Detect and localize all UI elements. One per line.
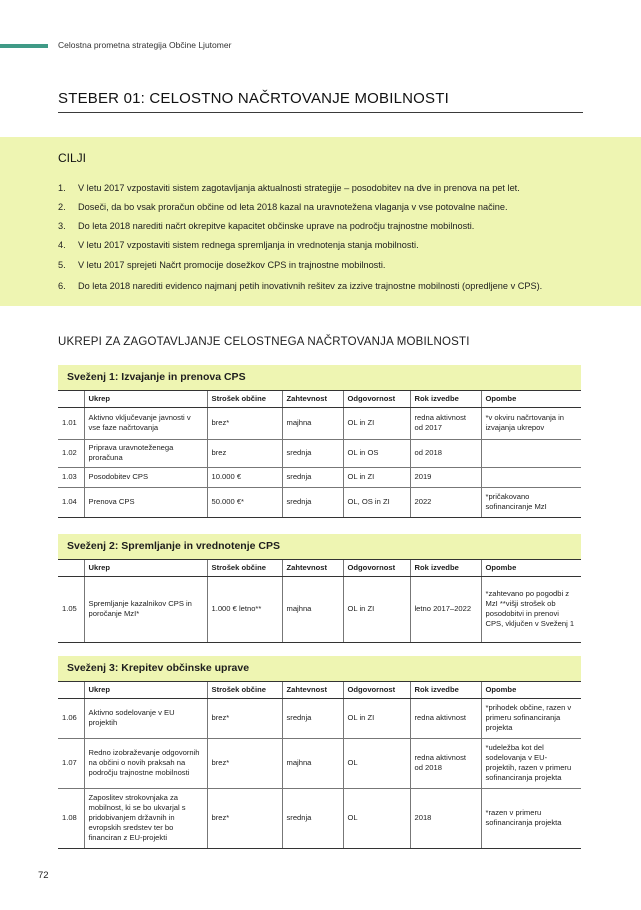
row-zahtevnost: srednja [282, 439, 343, 467]
row-ukrep: Posodobitev CPS [84, 467, 207, 487]
row-id: 1.02 [58, 439, 84, 467]
row-zahtevnost: majhna [282, 576, 343, 642]
row-opombe [481, 467, 581, 487]
col-header-odgovornost: Odgovornost [343, 391, 410, 407]
row-id: 1.03 [58, 467, 84, 487]
row-odgovornost: OL in ZI [343, 698, 410, 738]
goal-item: 3. Do leta 2018 narediti načrt okrepitve kapacitet občinske uprave na področju trajnostne mobilnosti. [58, 221, 475, 231]
col-header-strosek: Strošek občine [207, 682, 282, 698]
row-odgovornost: OL [343, 738, 410, 788]
row-id: 1.06 [58, 698, 84, 738]
table-row [58, 439, 581, 467]
title-rule [58, 112, 583, 113]
col-header-zahtevnost: Zahtevnost [282, 391, 343, 407]
row-rok: 2019 [410, 467, 481, 487]
row-zahtevnost: srednja [282, 788, 343, 848]
row-rok: redna aktivnost [410, 698, 481, 738]
col-header-opombe: Opombe [481, 560, 581, 576]
col-header-zahtevnost: Zahtevnost [282, 682, 343, 698]
table-row [58, 487, 581, 517]
row-odgovornost: OL in ZI [343, 407, 410, 439]
row-rok: 2022 [410, 487, 481, 517]
row-opombe: *udeležba kot del sodelovanja v EU-projektih, razen v primeru sofinanciranja projekta [481, 738, 581, 788]
row-strosek: brez [207, 439, 282, 467]
row-zahtevnost: srednja [282, 487, 343, 517]
goal-item: 2. Doseči, da bo vsak proračun občine od leta 2018 kazal na uravnotežena vlaganja v vse potovalne načine. [58, 202, 508, 212]
package-1-heading: Sveženj 1: Izvajanje in prenova CPS [58, 365, 581, 391]
col-header-strosek: Strošek občine [207, 560, 282, 576]
row-odgovornost: OL in ZI [343, 467, 410, 487]
table-row [58, 698, 581, 738]
package-3-heading: Sveženj 3: Krepitev občinske uprave [58, 656, 581, 682]
row-zahtevnost: srednja [282, 467, 343, 487]
row-ukrep: Zaposlitev strokovnjaka za mobilnost, ki se bo ukvarjal s pridobivanjem državnih in evropskih sredstev ter bo financiran z EU-projekti [84, 788, 207, 848]
row-odgovornost: OL, OS in ZI [343, 487, 410, 517]
row-ukrep: Spremljanje kazalnikov CPS in poročanje MzI* [84, 576, 207, 642]
measures-section-title: UKREPI ZA ZAGOTAVLJANJE CELOSTNEGA NAČRTOVANJA MOBILNOSTI [58, 336, 470, 348]
table-header-row [58, 682, 581, 698]
table-row [58, 738, 581, 788]
table-row [58, 788, 581, 848]
col-header-rok: Rok izvedbe [410, 560, 481, 576]
row-zahtevnost: srednja [282, 698, 343, 738]
row-strosek: brez* [207, 407, 282, 439]
row-id: 1.08 [58, 788, 84, 848]
header-accent-bar [0, 44, 48, 48]
col-header-odgovornost: Odgovornost [343, 682, 410, 698]
row-rok: redna aktivnost od 2017 [410, 407, 481, 439]
row-strosek: brez* [207, 698, 282, 738]
page-title: STEBER 01: CELOSTNO NAČRTOVANJE MOBILNOSTI [58, 90, 449, 107]
table-header-row [58, 391, 581, 407]
row-opombe: *v okviru načrtovanja in izvajanja ukrepov [481, 407, 581, 439]
running-header: Celostna prometna strategija Občine Ljutomer [58, 40, 232, 50]
row-opombe: *prihodek občine, razen v primeru sofinanciranja projekta [481, 698, 581, 738]
table-row [58, 576, 581, 642]
row-rok: redna aktivnost od 2018 [410, 738, 481, 788]
goal-item: 5. V letu 2017 sprejeti Načrt promocije dosežkov CPS in trajnostne mobilnosti. [58, 260, 386, 270]
row-opombe [481, 439, 581, 467]
row-id: 1.07 [58, 738, 84, 788]
col-header-id [58, 391, 84, 407]
row-odgovornost: OL in OS [343, 439, 410, 467]
col-header-strosek: Strošek občine [207, 391, 282, 407]
package-2-heading: Sveženj 2: Spremljanje in vrednotenje CPS [58, 534, 581, 560]
row-id: 1.04 [58, 487, 84, 517]
row-odgovornost: OL in ZI [343, 576, 410, 642]
package-2-table [58, 560, 581, 643]
col-header-ukrep: Ukrep [84, 391, 207, 407]
col-header-id [58, 560, 84, 576]
row-ukrep: Prenova CPS [84, 487, 207, 517]
col-header-rok: Rok izvedbe [410, 682, 481, 698]
goal-item: 6. Do leta 2018 narediti evidenco najmanj petih inovativnih rešitev za izzive trajnostne mobilnosti (opredljene v CPS). [58, 281, 543, 291]
row-ukrep: Aktivno vključevanje javnosti v vse faze načrtovanja [84, 407, 207, 439]
row-strosek: brez* [207, 788, 282, 848]
goals-title: CILJI [58, 151, 87, 165]
row-ukrep: Priprava uravnoteženega proračuna [84, 439, 207, 467]
table-row [58, 407, 581, 439]
col-header-zahtevnost: Zahtevnost [282, 560, 343, 576]
row-opombe: *razen v primeru sofinanciranja projekta [481, 788, 581, 848]
col-header-id [58, 682, 84, 698]
col-header-rok: Rok izvedbe [410, 391, 481, 407]
page-number: 72 [38, 870, 49, 881]
row-strosek: 50.000 €* [207, 487, 282, 517]
table-header-row [58, 560, 581, 576]
col-header-opombe: Opombe [481, 391, 581, 407]
row-opombe: *pričakovano sofinanciranje MzI [481, 487, 581, 517]
row-opombe: *zahtevano po pogodbi z MzI **višji strošek ob posodobitvi in prenovi CPS, vključen v Sveženj 1 [481, 576, 581, 642]
col-header-opombe: Opombe [481, 682, 581, 698]
row-odgovornost: OL [343, 788, 410, 848]
row-ukrep: Aktivno sodelovanje v EU projektih [84, 698, 207, 738]
table-row [58, 467, 581, 487]
row-zahtevnost: majhna [282, 738, 343, 788]
goal-item: 1. V letu 2017 vzpostaviti sistem zagotavljanja aktualnosti strategije – posodobitev na dve in prenova na pet let. [58, 183, 520, 193]
goal-item: 4. V letu 2017 vzpostaviti sistem rednega spremljanja in vrednotenja stanja mobilnosti. [58, 240, 419, 250]
col-header-odgovornost: Odgovornost [343, 560, 410, 576]
col-header-ukrep: Ukrep [84, 682, 207, 698]
row-strosek: brez* [207, 738, 282, 788]
package-3-table [58, 682, 581, 849]
row-ukrep: Redno izobraževanje odgovornih na občini o novih praksah na področju trajnostne mobilnosti [84, 738, 207, 788]
col-header-ukrep: Ukrep [84, 560, 207, 576]
row-rok: 2018 [410, 788, 481, 848]
package-1-table [58, 391, 581, 518]
row-rok: letno 2017–2022 [410, 576, 481, 642]
row-strosek: 1.000 € letno** [207, 576, 282, 642]
row-id: 1.01 [58, 407, 84, 439]
row-id: 1.05 [58, 576, 84, 642]
row-rok: od 2018 [410, 439, 481, 467]
row-strosek: 10.000 € [207, 467, 282, 487]
row-zahtevnost: majhna [282, 407, 343, 439]
